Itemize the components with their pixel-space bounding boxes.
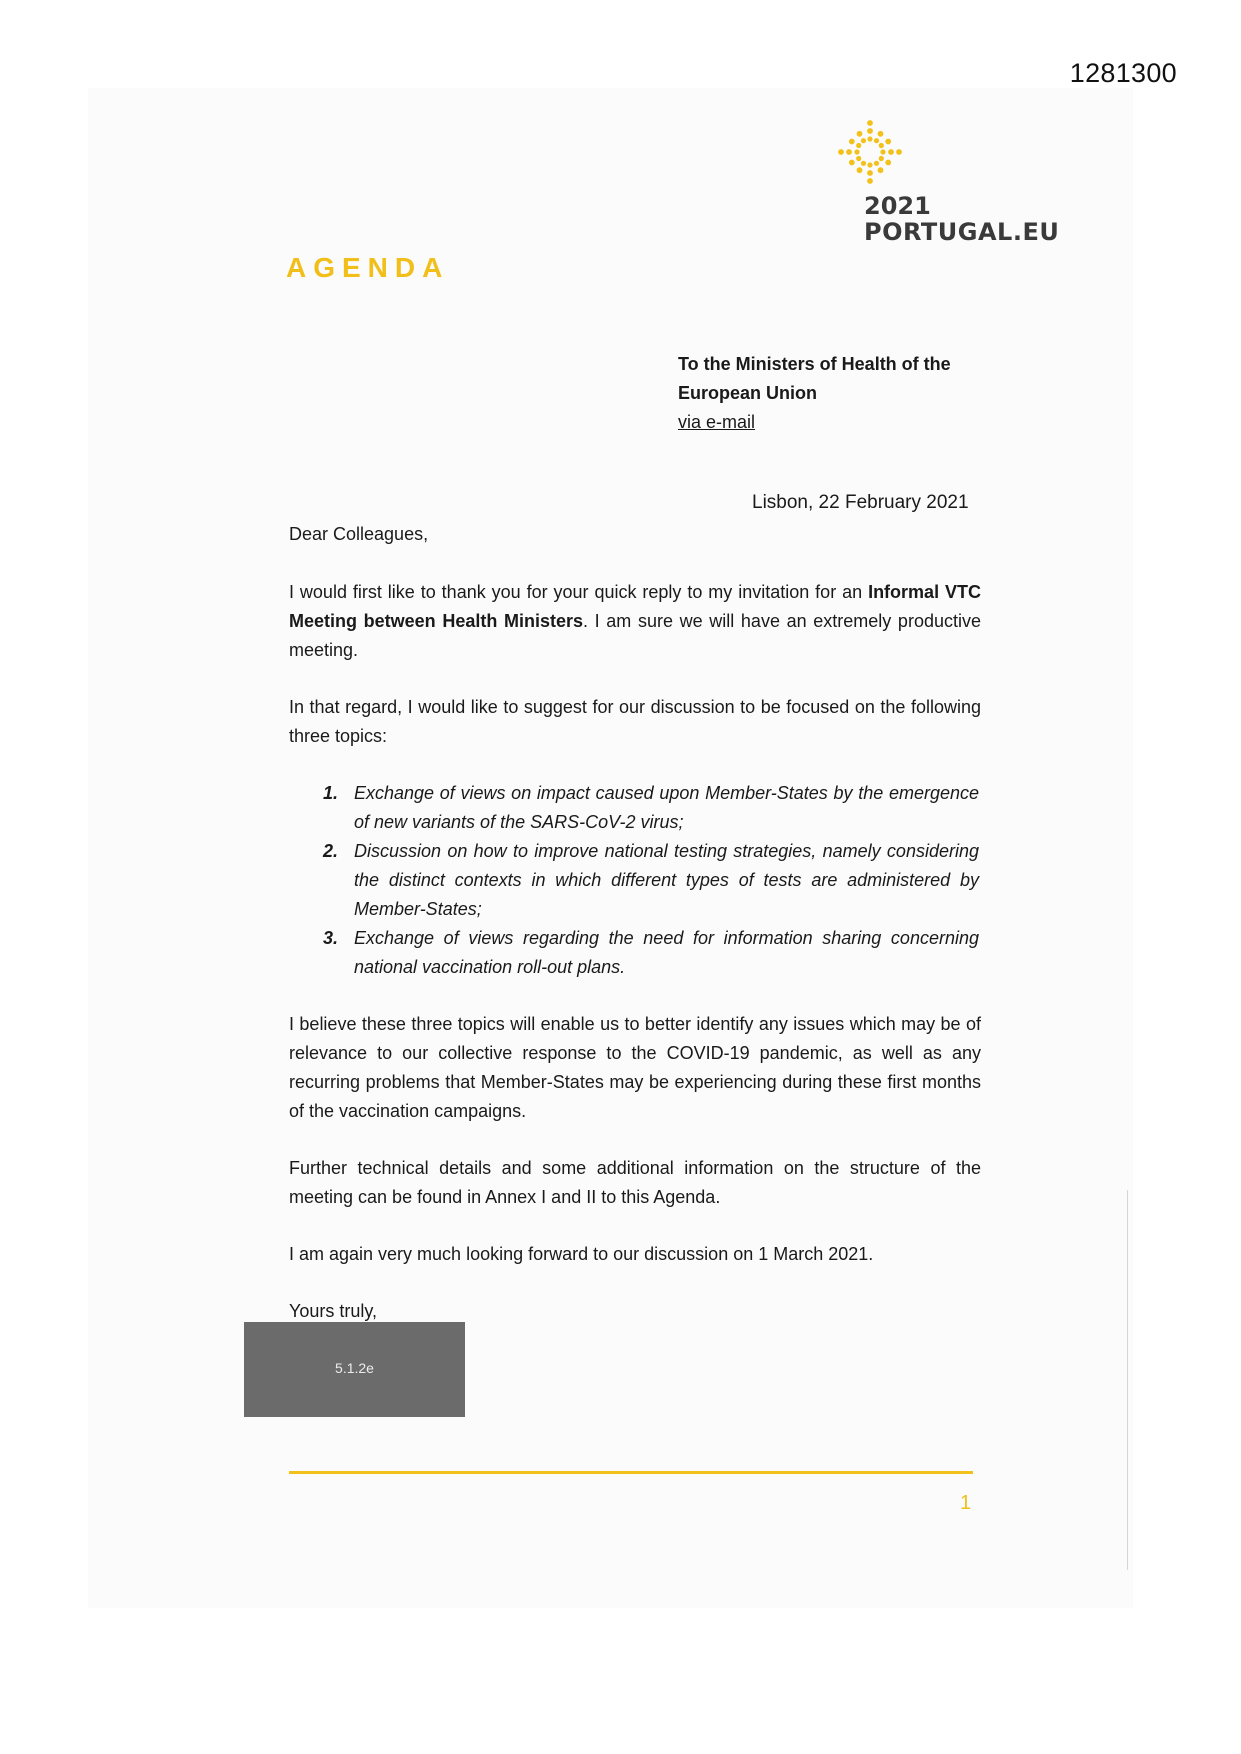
topic-number: 2. (323, 841, 339, 861)
sun-dot (867, 170, 873, 176)
sun-dot (854, 149, 859, 154)
sun-dot (888, 149, 894, 155)
sun-dot (867, 120, 873, 126)
sun-dot (861, 138, 866, 143)
logo-year: 2021 (864, 192, 931, 220)
addressee-line-1: To the Ministers of Health of the (678, 354, 951, 374)
page-number: 1 (960, 1492, 972, 1514)
sun-dot (857, 167, 863, 173)
topics-list (289, 779, 981, 982)
sun-dot (867, 178, 873, 184)
sun-dot (878, 131, 884, 137)
list-item (289, 779, 981, 837)
sun-dot (885, 139, 891, 145)
delivery-method: via e-mail (678, 412, 756, 432)
sun-dot (879, 143, 884, 148)
place-and-date: Lisbon, 22 February 2021 (752, 492, 969, 513)
redaction-label: 5.1.2e (335, 1360, 374, 1376)
paragraph-closing-remark: I am again very much looking forward to our discussion on 1 March 2021. (289, 1244, 874, 1264)
sun-dot (857, 131, 863, 137)
sun-icon (830, 114, 910, 190)
sun-dot (846, 149, 852, 155)
list-item (289, 924, 981, 982)
list-item (289, 837, 981, 924)
document-reference-number: 1281300 (1069, 58, 1177, 88)
footer-divider (289, 1471, 973, 1474)
paragraph-annex: Further technical details and some additional information on the structure of the meeting can be found in Annex I and II to this Agenda. (289, 1158, 981, 1207)
sun-dot (885, 160, 891, 166)
salutation: Dear Colleagues, (289, 524, 429, 544)
sun-dot (849, 160, 855, 166)
sun-dot (874, 138, 879, 143)
topic-text: Exchange of views regarding the need for information sharing concerning national vaccination roll-out plans. (354, 928, 979, 977)
paragraph-topics-intro: In that regard, I would like to suggest for our discussion to be focused on the following three topics: (289, 697, 981, 746)
letter-body (289, 520, 981, 1326)
logo-domain: PORTUGAL.EU (864, 218, 1060, 246)
paragraph-intro-lead: I would first like to thank you for your quick reply to my invitation for an (289, 582, 869, 602)
addressee-block (678, 350, 1008, 437)
sun-dot (838, 149, 844, 155)
presidency-logo (820, 112, 1060, 252)
topic-number: 3. (323, 928, 339, 948)
sun-dot (896, 149, 902, 155)
meeting-name: Informal VTC Meeting between Health Ministers (289, 582, 981, 631)
sun-dot (879, 156, 884, 161)
addressee-line-2: European Union (678, 383, 817, 403)
sun-dot (849, 139, 855, 145)
redacted-signature (244, 1322, 465, 1417)
sun-dot (856, 156, 861, 161)
topic-text: Exchange of views on impact caused upon Member-States by the emergence of new variants of the SARS-CoV-2 virus; (354, 783, 979, 832)
sun-dot (867, 136, 872, 141)
paragraph-intro (289, 578, 981, 665)
sun-dot (856, 143, 861, 148)
sun-dot (867, 162, 872, 167)
closing: Yours truly, (289, 1301, 378, 1321)
sun-dot (861, 161, 866, 166)
sun-dot (880, 149, 885, 154)
sun-dot (874, 161, 879, 166)
sun-dot (878, 167, 884, 173)
topic-number: 1. (323, 783, 339, 803)
paragraph-intro-tail: . I am sure we will have an extremely productive meeting. (289, 611, 981, 660)
page-title: AGENDA (286, 252, 450, 283)
paragraph-relevance: I believe these three topics will enable us to better identify any issues which may be of relevance to our collective response to the COVID-19 pandemic, as well as any recurring problems that Member-States may be experiencing during these first months of the vaccination campaigns. (289, 1014, 981, 1121)
topic-text: Discussion on how to improve national testing strategies, namely considering the distinct contexts in which different types of tests are administered by Member-States; (354, 841, 979, 919)
scan-edge-line (1127, 1190, 1128, 1570)
sun-dot (867, 128, 873, 134)
